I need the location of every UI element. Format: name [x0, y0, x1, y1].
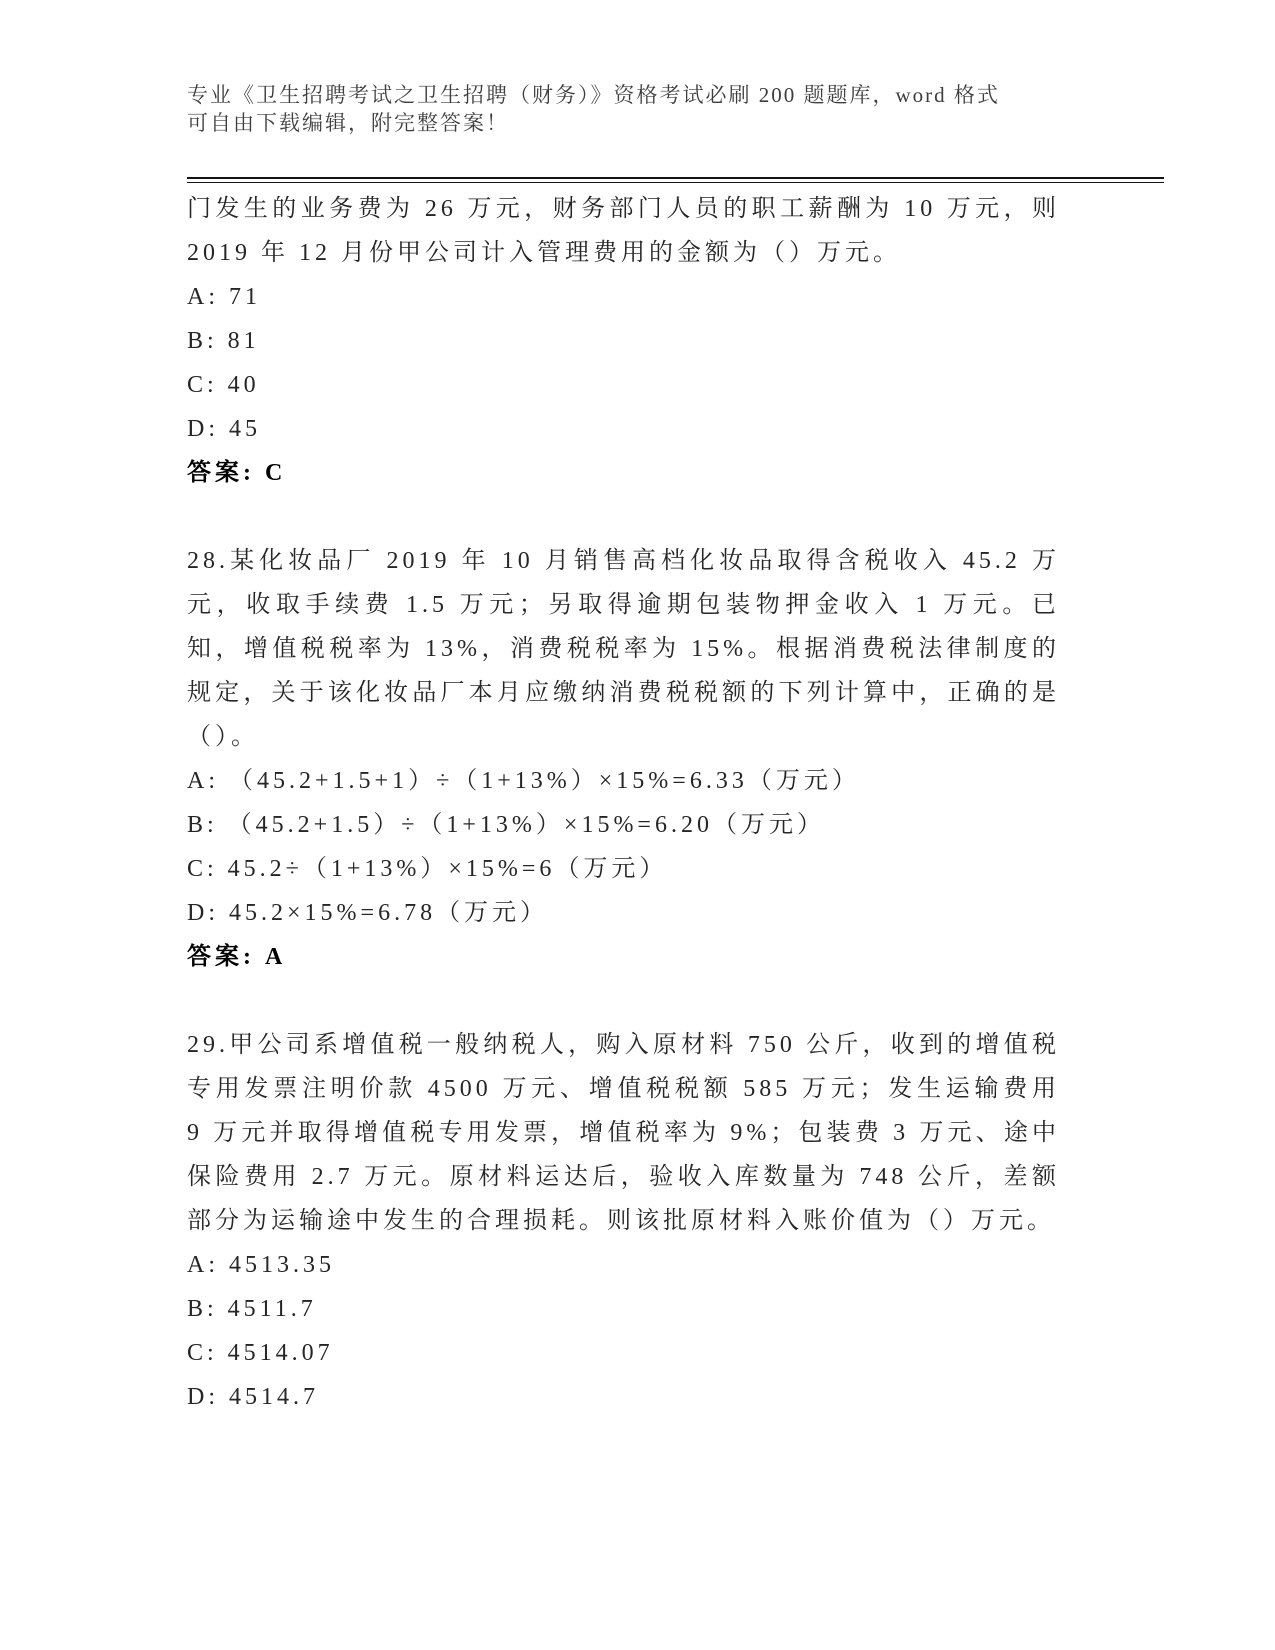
- option-c: C: 4514.07: [187, 1340, 334, 1366]
- question-block-29: [187, 1023, 1060, 1419]
- option-b: B: （45.2+1.5）÷（1+13%）×15%=6.20（万元）: [187, 812, 825, 838]
- page-header: [187, 81, 1092, 137]
- option-b: B: 81: [187, 328, 260, 354]
- header-line-2: 可自由下载编辑，附完整答案！: [187, 111, 509, 135]
- header-divider: [187, 177, 1164, 183]
- question-block-28: [187, 539, 1060, 979]
- option-c: C: 40: [187, 372, 260, 398]
- answer-line: 答案: A: [187, 944, 287, 970]
- document-body: [187, 187, 1060, 1419]
- option-a: A: （45.2+1.5+1）÷（1+13%）×15%=6.33（万元）: [187, 768, 860, 794]
- option-d: D: 4514.7: [187, 1384, 319, 1410]
- option-a: A: 71: [187, 284, 261, 310]
- option-b: B: 4511.7: [187, 1296, 317, 1322]
- question-block-27: [187, 187, 1060, 495]
- question-stem: 门发生的业务费为 26 万元，财务部门人员的职工薪酬为 10 万元，则 2019 年 12 月份甲公司计入管理费用的金额为（）万元。: [187, 196, 1060, 266]
- option-d: D: 45: [187, 416, 261, 442]
- question-stem: 29.甲公司系增值税一般纳税人，购入原材料 750 公斤，收到的增值税专用发票注明价款 4500 万元、增值税税额 585 万元；发生运输费用 9 万元并取得增值税专用发票，增值税率为 9%；包装费 3 万元、途中保险费用 2.7 万元。原材料运达后，验收入库数量为 748 公斤，差额部分为运输途中发生的合理损耗。则该批原材料入账价值为（）万元。: [187, 1032, 1060, 1234]
- option-d: D: 45.2×15%=6.78（万元）: [187, 900, 549, 926]
- option-a: A: 4513.35: [187, 1252, 335, 1278]
- option-c: C: 45.2÷（1+13%）×15%=6（万元）: [187, 856, 668, 882]
- answer-line: 答案: C: [187, 460, 287, 486]
- question-stem: 28.某化妆品厂 2019 年 10 月销售高档化妆品取得含税收入 45.2 万元，收取手续费 1.5 万元；另取得逾期包装物押金收入 1 万元。已知，增值税税率为 13%，消费税税率为 15%。根据消费税法律制度的规定，关于该化妆品厂本月应缴纳消费税税额的下列计算中，正确的是（）。: [187, 548, 1060, 750]
- header-line-1: 专业《卫生招聘考试之卫生招聘（财务）》资格考试必刷 200 题题库，word 格式: [187, 83, 1000, 107]
